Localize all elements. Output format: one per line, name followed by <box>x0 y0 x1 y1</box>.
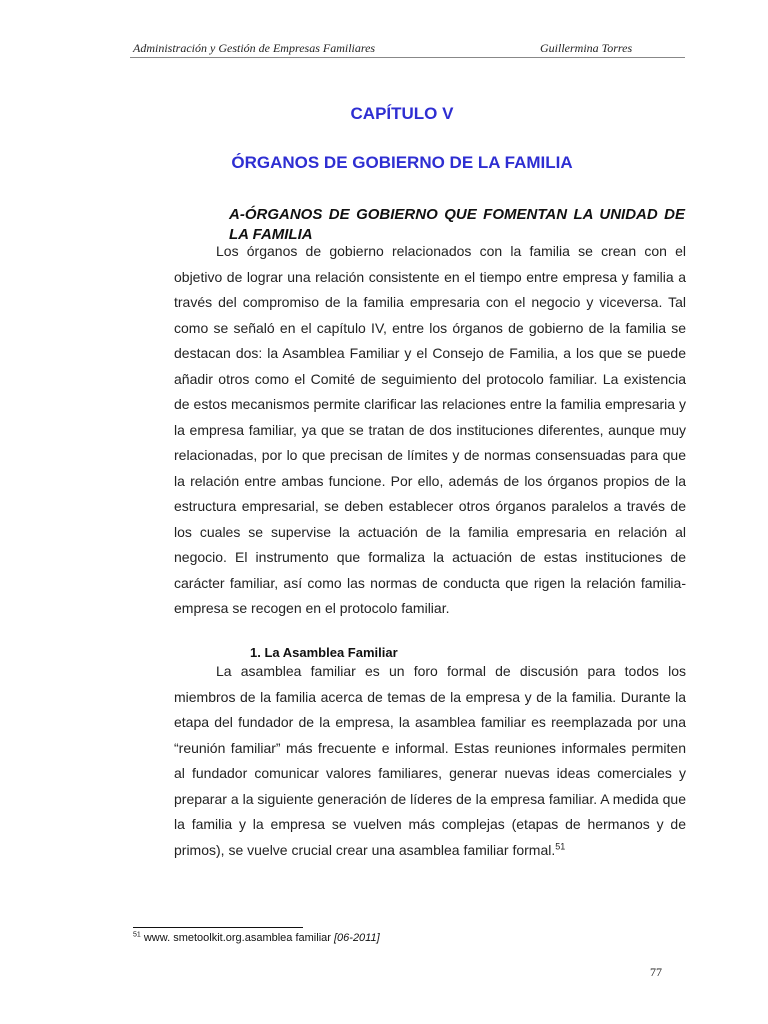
section-paragraph-text: Los órganos de gobierno relacionados con la familia se crean con el objetivo de lograr una relación consistente en el tiempo entre empresa y familia a través del compromiso de la familia empresaria con el negocio y viceversa. Tal como se señaló en el capítulo IV, entre los órganos de gobierno de la familia se destacan dos: la Asamblea Familiar y el Consejo de Familia, a los que se puede añadir otros como el Comité de seguimiento del protocolo familiar. La existencia de estos mecanismos permite clarificar las relaciones entre la familia empresaria y la empresa familiar, ya que se tratan de dos instituciones diferentes, aunque muy relacionadas, por lo que precisan de límites y de normas consensuadas para que la relación entre ambas funcione. Por ello, además de los órganos propios de la estructura empresarial, se deben establecer otros órganos paralelos a través de los cuales se supervise la actuación de la familia empresaria en relación al negocio. El instrumento que formaliza la actuación de estas instituciones de carácter familiar, así como las normas de conducta que rigen la relación familia-empresa se recogen en el protocolo familiar. <box>174 243 686 616</box>
subsection-paragraph <box>174 659 686 863</box>
footnote-reference[interactable]: 51 <box>555 840 566 851</box>
header-rule <box>130 57 685 58</box>
footnote <box>133 932 380 944</box>
running-header-title: Administración y Gestión de Empresas Familiares <box>133 41 376 55</box>
footnote-marker: 51 <box>133 931 141 939</box>
section-heading: A-ÓRGANOS DE GOBIERNO QUE FOMENTAN LA UNIDAD DE LA FAMILIA <box>229 206 685 243</box>
footnote-text: www. smetoolkit.org.asamblea familiar <box>140 932 334 944</box>
footnote-date: [06-2011] <box>333 932 380 944</box>
section-paragraph <box>174 239 686 622</box>
page-number: 77 <box>650 965 662 979</box>
subsection-heading: 1. La Asamblea Familiar <box>250 645 398 660</box>
footnote-rule <box>133 927 303 928</box>
running-header-author: Guillermina Torres <box>540 41 633 55</box>
subsection-paragraph-text: La asamblea familiar es un foro formal de discusión para todos los miembros de la familia acerca de temas de la empresa y de la familia. Durante la etapa del fundador de la empresa, la asamblea familiar es reemplazada por una “reunión familiar” más frecuente e informal. Estas reuniones informales permiten al fundador comunicar valores familiares, generar nuevas ideas comerciales y preparar a la siguiente generación de líderes de la empresa familiar. A medida que la familia y la empresa se vuelven más complejas (etapas de hermanos y de primos), se vuelve crucial crear una asamblea familiar formal. <box>174 663 686 858</box>
chapter-number: CAPÍTULO V <box>350 104 454 123</box>
chapter-title: ÓRGANOS DE GOBIERNO DE LA FAMILIA <box>231 153 573 172</box>
